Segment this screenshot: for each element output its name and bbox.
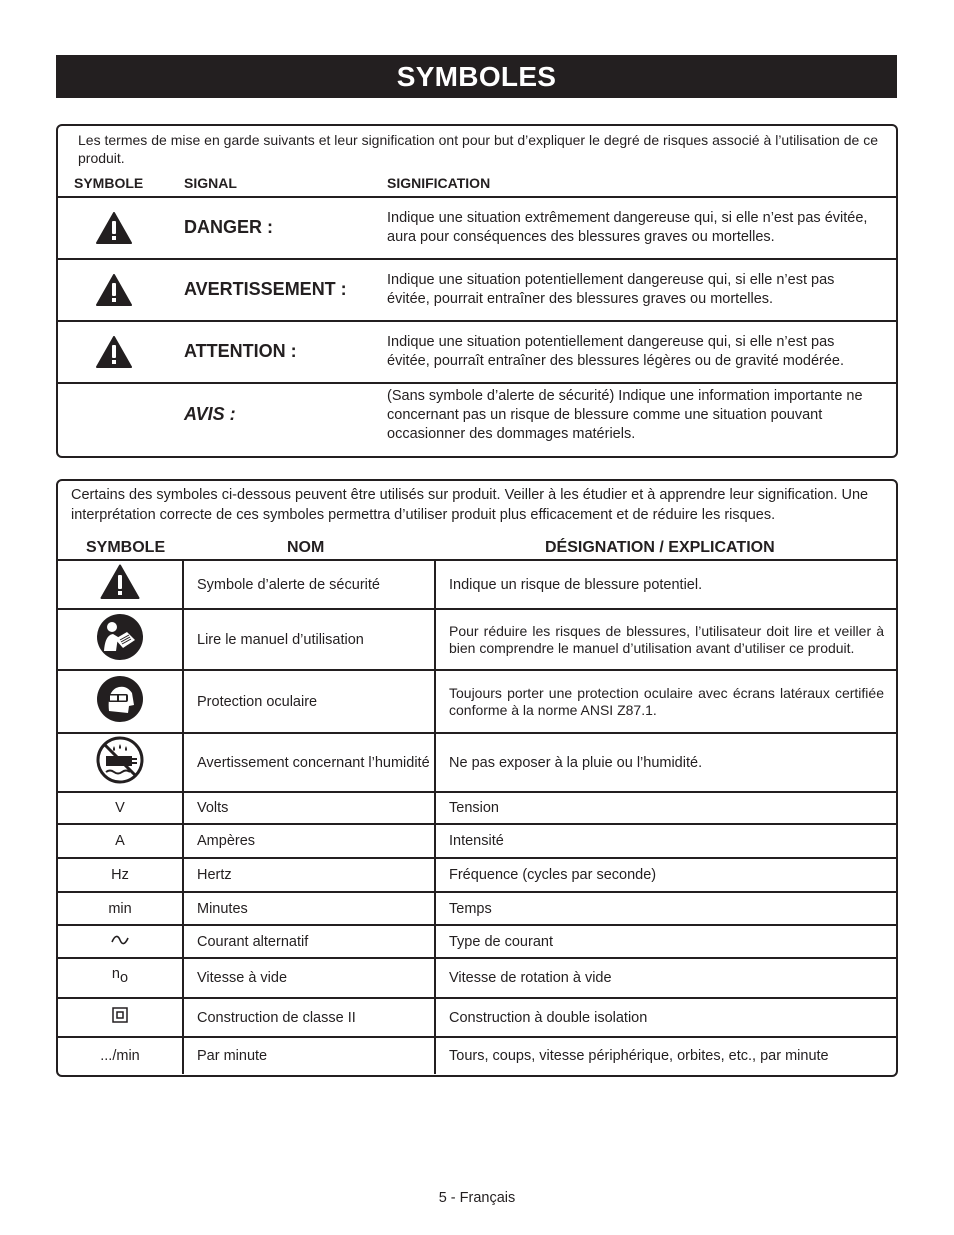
symbol-designation: Pour réduire les risques de blessures, l’utilisateur doit lire et veiller à bien comprendre le manuel d’utilisation avant d’utiliser ce produit.: [449, 622, 884, 656]
warning-triangle-icon: [96, 336, 132, 373]
symbol-name: Lire le manuel d’utilisation: [183, 609, 435, 670]
signal-notice: AVIS :: [184, 404, 236, 424]
symbol-designation: Ne pas exposer à la pluie ou l’humidité.: [435, 733, 896, 792]
symbol-designation: Tension: [435, 792, 896, 824]
page-title: SYMBOLES: [396, 60, 557, 92]
symbol-text: A: [58, 824, 183, 858]
header-name: NOM: [287, 539, 325, 556]
symbols-box: [56, 479, 898, 1077]
header-symbol: SYMBOLE: [74, 175, 144, 191]
table-row: [58, 792, 896, 824]
symbol-designation: Vitesse de rotation à vide: [435, 958, 896, 998]
symbol-name: Vitesse à vide: [183, 958, 435, 998]
symbol-designation: Toujours porter une protection oculaire avec écrans latéraux certifiée conforme à la norme ANSI Z87.1.: [449, 684, 884, 718]
page-footer: 5 - Français: [438, 1190, 516, 1206]
table-row: [58, 609, 896, 670]
symbol-name: Protection oculaire: [183, 670, 435, 733]
symbol-name: Ampères: [183, 824, 435, 858]
symbol-text: min: [58, 892, 183, 925]
table-row: [58, 858, 896, 892]
signal-row-danger: [58, 196, 896, 258]
symbol-name: Par minute: [183, 1037, 435, 1074]
symbol-name: Volts: [183, 792, 435, 824]
symbols-intro: Certains des symboles ci-dessous peuvent être utilisés sur produit. Veiller à les étudier et à apprendre leur signification. Une interprétation correcte de ces symboles permettra d’utiliser produit plus efficacement et de réduire les risques.: [71, 487, 869, 523]
table-row: [58, 670, 896, 733]
symbol-designation: Temps: [435, 892, 896, 925]
symbol-designation: Tours, coups, vitesse périphérique, orbites, etc., par minute: [435, 1037, 896, 1074]
class-ii-construction-icon: [112, 1007, 128, 1023]
symbol-text: Hz: [58, 858, 183, 892]
page-title-bar: [56, 55, 897, 98]
table-row: [58, 560, 896, 609]
symbol-name: Construction de classe II: [183, 998, 435, 1037]
symbol-text: V: [58, 792, 183, 824]
table-row: [58, 733, 896, 792]
table-row: [58, 1037, 896, 1074]
table-row: [58, 824, 896, 858]
symbols-table: [58, 559, 896, 1074]
meaning-danger: Indique une situation extrêmement dangereuse qui, si elle n’est pas évitée, aura pour conséquences des blessures graves ou mortelles.: [387, 210, 868, 245]
symbol-text: .../min: [58, 1037, 183, 1074]
meaning-notice: (Sans symbole d’alerte de sécurité) Indique une information importante ne concernant pas un risque de blessure comme une situation pouvant occasionner des dommages matériels.: [387, 388, 863, 442]
symbol-text: n: [111, 966, 120, 982]
header-meaning: SIGNIFICATION: [387, 175, 491, 191]
signal-words-box: [56, 124, 898, 458]
wet-conditions-icon: [96, 736, 144, 784]
warning-triangle-icon: [96, 274, 132, 311]
table-row: [58, 998, 896, 1037]
symbol-no-load: [58, 958, 183, 998]
signal-intro: Les termes de mise en garde suivants et leur signification ont pour but d’expliquer le degré de risques associé à l’utilisation de ce produit.: [78, 132, 878, 166]
symbol-designation: Indique un risque de blessure potentiel.: [435, 560, 896, 609]
meaning-warning: Indique une situation potentiellement dangereuse qui, si elle n’est pas évitée, pourrait entraîner des blessures graves ou mortelles.: [387, 272, 835, 307]
symbol-designation: Construction à double isolation: [435, 998, 896, 1037]
signal-danger: DANGER :: [184, 217, 273, 237]
read-manual-icon: [96, 613, 144, 661]
header-designation: DÉSIGNATION / EXPLICATION: [545, 539, 775, 556]
signal-warning: AVERTISSEMENT :: [184, 279, 347, 299]
signal-row-warning: [58, 258, 896, 320]
warning-triangle-icon: [96, 212, 132, 249]
symbol-name: Symbole d’alerte de sécurité: [183, 560, 435, 609]
symbol-name: Hertz: [183, 858, 435, 892]
signal-row-caution: [58, 320, 896, 382]
symbol-name: Courant alternatif: [183, 925, 435, 958]
signal-row-notice: [58, 382, 896, 458]
table-row: [58, 958, 896, 998]
table-row: [58, 925, 896, 958]
meaning-caution: Indique une situation potentiellement dangereuse qui, si elle n’est pas évitée, pourraît entraîner des blessures légères ou de gravité modérée.: [387, 334, 845, 369]
alternating-current-icon: [110, 934, 130, 946]
symbol-name: Minutes: [183, 892, 435, 925]
header-symbol: SYMBOLE: [86, 539, 166, 556]
header-signal: SIGNAL: [184, 175, 237, 191]
symbol-name: Avertissement concernant l’humidité: [183, 733, 435, 792]
signal-caution: ATTENTION :: [184, 341, 297, 361]
safety-alert-icon: [100, 564, 140, 600]
symbol-designation: Type de courant: [435, 925, 896, 958]
symbol-designation: Intensité: [435, 824, 896, 858]
symbol-designation: Fréquence (cycles par seconde): [435, 858, 896, 892]
eye-protection-icon: [96, 675, 144, 723]
table-row: [58, 892, 896, 925]
symbol-subscript: o: [120, 970, 129, 986]
